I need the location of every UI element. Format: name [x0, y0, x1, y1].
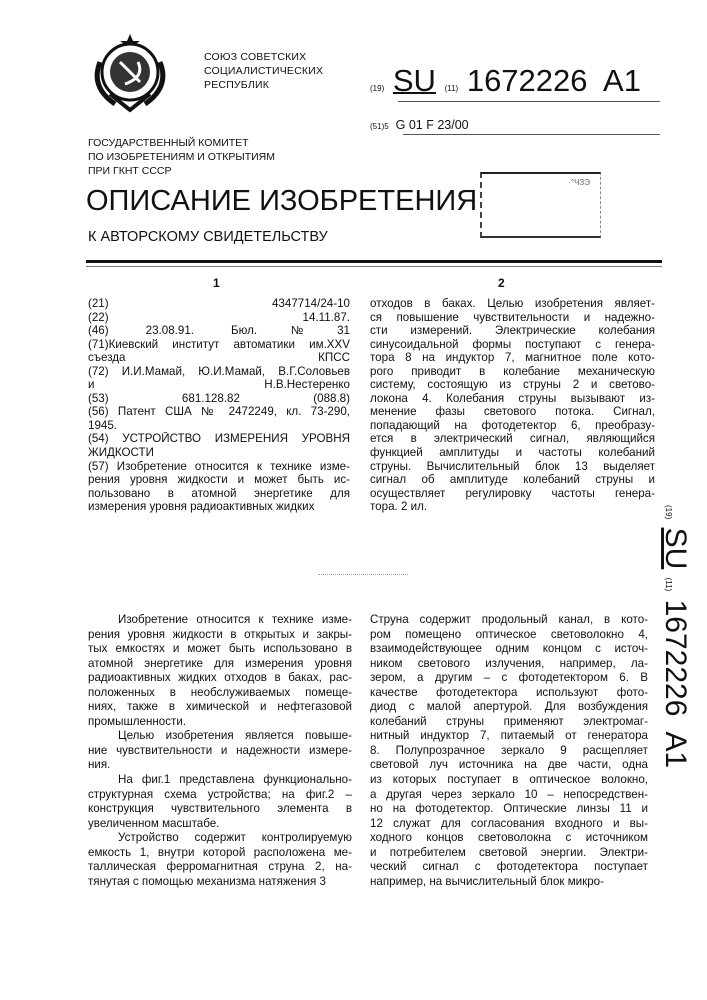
text-line: (53) 681.128.82 (088.8)	[88, 392, 350, 406]
document-title: ОПИСАНИЕ ИЗОБРЕТЕНИЯ	[86, 184, 477, 218]
text-line: ром помещено оптическое световолокно 4,	[370, 628, 648, 643]
text-line: рения уровня жидкости и может быть ис-	[88, 473, 350, 487]
text-line: диод с малой апертурой. Для возбуждения	[370, 700, 648, 715]
text-line: (71)Киевский институт автоматики им.XXV	[88, 338, 350, 352]
text-line: ником светового излучения, например, ла-	[370, 657, 648, 672]
text-line: 12 служат для согласования входного и вы-	[370, 817, 648, 832]
text-line: таллическая ферромагнитная струна 2, на-	[88, 860, 352, 875]
text-line: ся повышение чувствительности и надежно-	[370, 311, 655, 325]
text-line: качестве фотодетектора используют фото-	[370, 686, 648, 701]
side-kind: A1	[659, 731, 692, 768]
text-line: структурная схема устройства; на фиг.2 –	[88, 788, 352, 803]
text-line: Целью изобретения является повыше-	[88, 729, 352, 744]
text-line: нитный индуктор 7, питаемый от генератора	[370, 729, 648, 744]
side-publication-number	[651, 505, 692, 768]
union-line: СОЦИАЛИСТИЧЕСКИХ	[204, 64, 323, 78]
text-line: ЖИДКОСТИ	[88, 446, 350, 460]
patent-number: 1672226	[467, 63, 588, 98]
text-line: (72) И.И.Мамай, Ю.И.Мамай, В.Г.Соловьев	[88, 365, 350, 379]
kind-code: A1	[603, 63, 641, 98]
description-right	[370, 613, 648, 889]
text-line: но на фотодетектор. Оптические линзы 11 и	[370, 802, 648, 817]
document-subtitle: К АВТОРСКОМУ СВИДЕТЕЛЬСТВУ	[88, 229, 328, 245]
text-line: ходного концов световолокна с источником	[370, 831, 648, 846]
text-line: конструкция чувствительного элемента в	[88, 802, 352, 817]
text-line: ниях, также в химической и нефтегазовой	[88, 700, 352, 715]
text-line: Изобретение относится к технике изме-	[88, 613, 352, 628]
text-line: (22) 14.11.87.	[88, 311, 350, 325]
text-line: положенных в необслуживаемых помеще-	[88, 686, 352, 701]
text-line: осуществляет регулировку частоты генера-	[370, 487, 655, 501]
text-line: тора. 2 ил.	[370, 500, 655, 514]
ipc-class	[370, 118, 469, 132]
ipc-value: G 01 F 23/00	[396, 118, 469, 132]
description-left	[88, 613, 352, 889]
union-line: РЕСПУБЛИК	[204, 78, 323, 92]
text-line: например, на вычислительный блок микро-	[370, 875, 648, 890]
inid-code-51: (51)5	[370, 122, 389, 131]
text-line: струны. Вычислительный блок 13 выделяет	[370, 460, 655, 474]
text-line: световой луч источника на две части, одна	[370, 758, 648, 773]
country-code: SU	[393, 63, 436, 98]
divider	[398, 101, 660, 102]
column-number-1: 1	[213, 276, 220, 290]
text-line: ние чувствительности и надежности измере-	[88, 744, 352, 759]
text-line: отходов в баках. Целью изобретения являет-	[370, 297, 655, 311]
text-line: из которых поступает в оптическое волокно,	[370, 773, 648, 788]
side-code-11: (11)	[664, 578, 673, 592]
bibliography	[88, 297, 350, 514]
inid-code-11: (11)	[445, 84, 459, 93]
text-line: синусоидальной формы поступают с генера-	[370, 338, 655, 352]
publication-number	[370, 64, 641, 106]
text-line: (57) Изобретение относится к технике изме-	[88, 460, 350, 474]
text-line: попадающий на фотодетектор 6, преобразу-	[370, 419, 655, 433]
text-line: 8. Полупрозрачное зеркало 9 расщепляет	[370, 744, 648, 759]
text-line: тых емкостях и может быть использовано в	[88, 642, 352, 657]
text-line: ческий сигнал с фотодетектора поступает	[370, 860, 648, 875]
text-line: Струна содержит продольный канал, в кото-	[370, 613, 648, 628]
text-line: рого приводит в колебание механическую	[370, 365, 655, 379]
text-line: сти измерений. Электрические колебания	[370, 324, 655, 338]
library-stamp	[480, 172, 601, 238]
text-line: систему, состоящую из струны 2 и светово-	[370, 378, 655, 392]
text-line: промышленности.	[88, 715, 352, 730]
text-line: ется в электрический сигнал, являющийся	[370, 432, 655, 446]
text-line: рения уровня жидкости в открытых и закры-	[88, 628, 352, 643]
header-rule-thin	[86, 266, 662, 267]
text-line: и Н.В.Нестеренко	[88, 378, 350, 392]
stamp-text: ·°ЧЗЭ	[568, 178, 590, 187]
text-line: измерения уровня радиоактивных жидких	[88, 500, 350, 514]
text-line: радиоактивных жидких отходов в баках, рас-	[88, 671, 352, 686]
text-line: (21) 4347714/24-10	[88, 297, 350, 311]
committee-name	[88, 136, 275, 178]
header-rule	[86, 260, 662, 263]
text-line: а другая через зеркало 10 – непосредствен-	[370, 788, 648, 803]
text-line: функцией амплитуды и частоты колебаний	[370, 446, 655, 460]
union-line: СОЮЗ СОВЕТСКИХ	[204, 50, 323, 64]
committee-line: ГОСУДАРСТВЕННЫЙ КОМИТЕТ	[88, 136, 275, 150]
text-line: увеличенном масштабе.	[88, 817, 352, 832]
text-line: атомной энергетике для измерения уровня	[88, 657, 352, 672]
text-line: пользовано в атомной энергетике для	[88, 487, 350, 501]
text-line: (46) 23.08.91. Бюл.№31	[88, 324, 350, 338]
column-number-2: 2	[498, 276, 505, 290]
side-number: 1672226	[659, 600, 692, 717]
text-line: тора 8 на индуктор 7, магнитное поле кото-	[370, 351, 655, 365]
text-line: На фиг.1 представлена функционально-	[88, 773, 352, 788]
text-line: Устройство содержит контролируемую	[88, 831, 352, 846]
text-line: менение фазы светового потока. Сигнал,	[370, 405, 655, 419]
text-line: тянутая с помощью механизма натяжения 3	[88, 875, 352, 890]
text-line: 1945.	[88, 419, 350, 433]
text-line: взаимодействующее одним концом с источ-	[370, 642, 648, 657]
divider	[403, 134, 660, 135]
text-line: зером, а другим – с фотодетектором 6. В	[370, 671, 648, 686]
text-line: и потребителем световой энергии. Электри-	[370, 846, 648, 861]
abstract	[370, 297, 655, 514]
side-country: SU	[659, 528, 692, 570]
committee-line: ПРИ ГКНТ СССР	[88, 164, 275, 178]
text-line: (56) Патент США № 2472249, кл. 73-290,	[88, 405, 350, 419]
separator	[318, 574, 408, 575]
text-line: локона 4. Колебания струны вызывают из-	[370, 392, 655, 406]
text-line: сигнал об амплитуде колебаний струны и	[370, 473, 655, 487]
union-name	[204, 50, 323, 92]
inid-code-19: (19)	[370, 84, 384, 93]
text-line: съезда КПСС	[88, 351, 350, 365]
text-line: ния.	[88, 758, 352, 773]
text-line: емкость 1, внутри которой расположена ме-	[88, 846, 352, 861]
side-code-19: (19)	[664, 505, 673, 519]
text-line: (54) УСТРОЙСТВО ИЗМЕРЕНИЯ УРОВНЯ	[88, 432, 350, 446]
committee-line: ПО ИЗОБРЕТЕНИЯМ И ОТКРЫТИЯМ	[88, 150, 275, 164]
text-line: колебаний струны применяют электромаг-	[370, 715, 648, 730]
ussr-emblem	[80, 32, 180, 114]
